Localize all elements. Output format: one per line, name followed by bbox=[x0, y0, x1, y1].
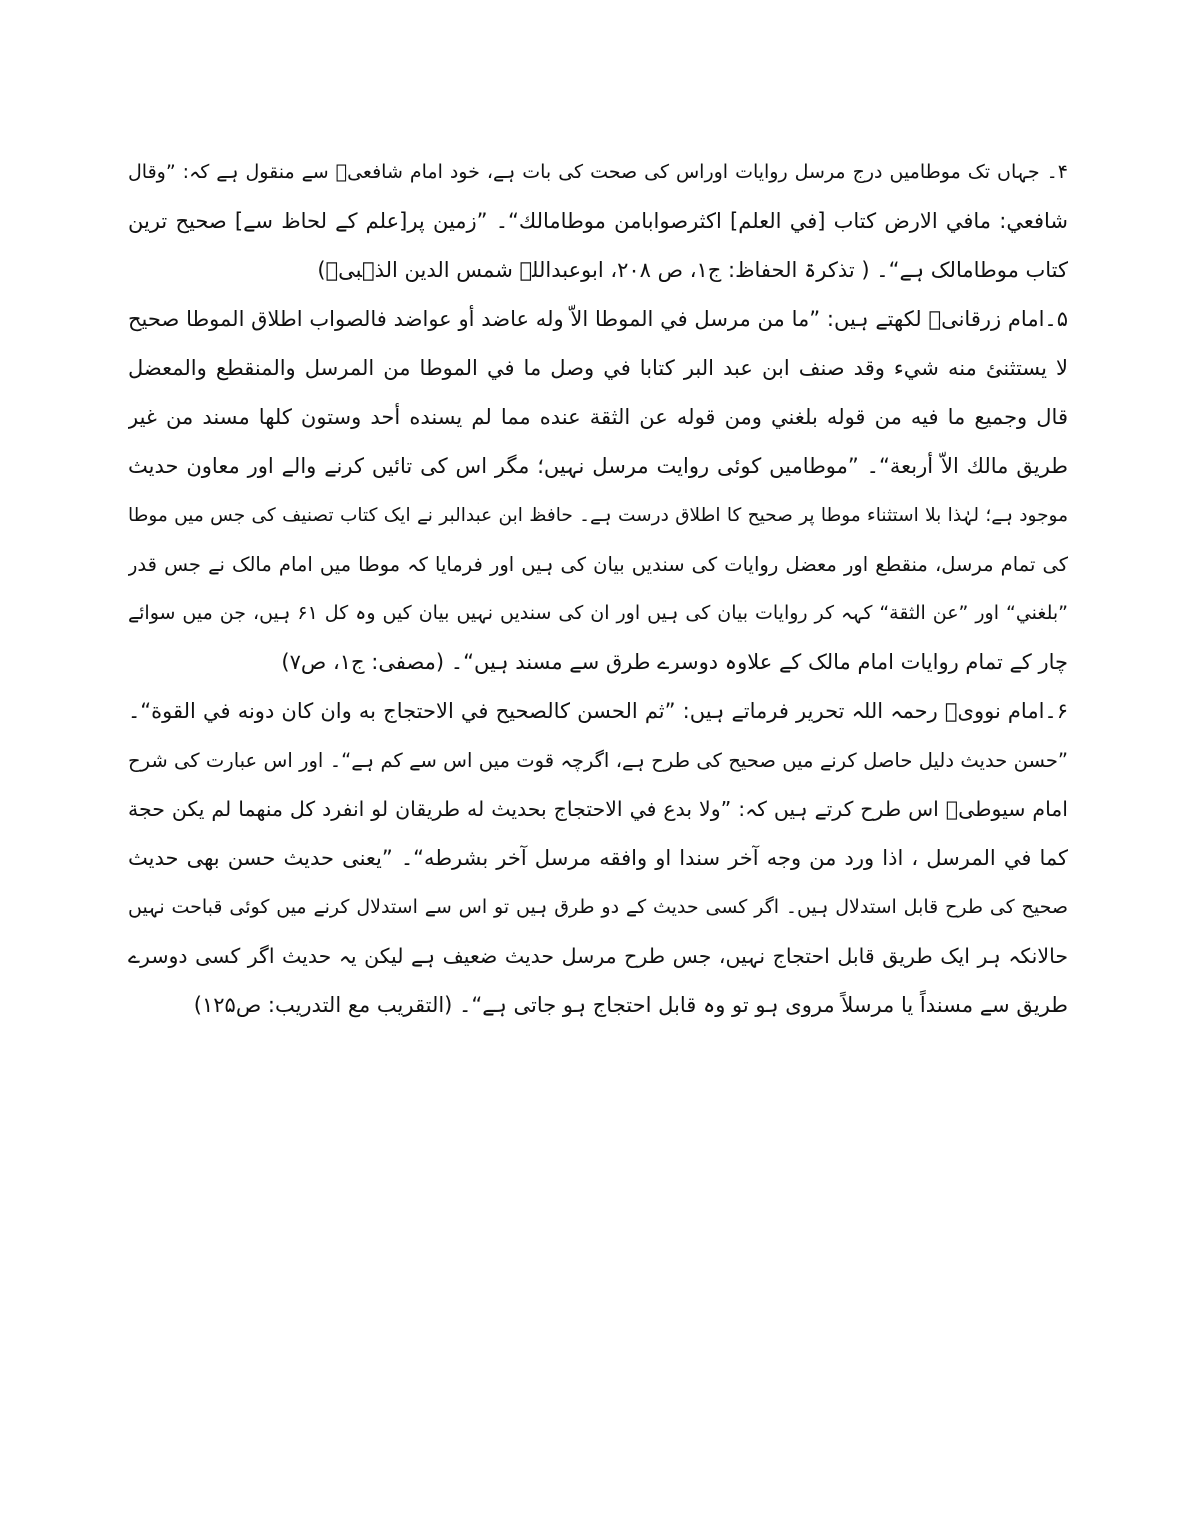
text-line: ۴۔ جہاں تک موطامیں درج مرسل روایات اوراس کی صحت کی بات ہے، خود امام شافعیؒ سے منقول ہے کہ: ”وقال bbox=[128, 161, 1068, 183]
text-line: ۶۔امام نوویؒ رحمہ اللہ تحریر فرماتے ہیں: ”ثم الحسن كالصحيح في الاحتجاج به وان كان دونه في القوة“۔ bbox=[128, 699, 1068, 723]
text-line: امام سیوطیؒ اس طرح کرتے ہیں کہ: ”ولا بدع في الاحتجاج بحديث له طريقان لو انفرد كل منهما لم يكن حجة bbox=[128, 797, 1068, 821]
document-text bbox=[128, 148, 1068, 1030]
paragraph-6 bbox=[128, 687, 1068, 1030]
text-line: موجود ہے؛ لہٰذا بلا استثناء موطا پر صحیح کا اطلاق درست ہے۔ حافظ ابن عبدالبر نے ایک کتاب تصنیف کی جس میں موطا bbox=[128, 505, 1068, 526]
text-line: ”حسن حدیث دلیل حاصل کرنے میں صحیح کی طرح ہے، اگرچہ قوت میں اس سے کم ہے“۔ اور اس عبارت کی شرح bbox=[128, 749, 1068, 772]
text-line: طریق سے مسنداً یا مرسلاً مروی ہو تو وہ قابل احتجاج ہو جاتی ہے“۔ (التقریب مع التدریب: ص۱۲۵) bbox=[193, 993, 1068, 1017]
text-line: كما في المرسل ، اذا ورد من وجه آخر سندا او وافقه مرسل آخر بشرطه“۔ ”یعنی حدیث حسن بھی حدیث bbox=[128, 846, 1068, 870]
text-line: قال وجميع ما فيه من قوله بلغني ومن قوله عن الثقة عنده مما لم يسنده أحد وستون كلها مسند من غير bbox=[128, 405, 1068, 429]
text-line: ”بلغني“ اور ”عن الثقة“ کہہ کر روایات بیان کی ہیں اور ان کی سندیں نہیں بیان کیں وہ کل ۶۱ ہیں، جن میں سوائے bbox=[128, 602, 1068, 624]
text-line: ۵۔امام زرقانیؒ لکھتے ہیں: ”ما من مرسل في الموطا الاّ وله عاضد أو عواضد فالصواب اطلاق الموطا صحيح bbox=[128, 307, 1068, 331]
text-line: صحیح کی طرح قابل استدلال ہیں۔ اگر کسی حدیث کے دو طرق ہیں تو اس سے استدلال کرنے میں کوئی قباحت نہیں bbox=[128, 896, 1068, 918]
text-line: کتاب موطامالک ہے“۔ ( تذکرۃ الحفاظ: ج۱، ص ۲۰۸، ابوعبداللہ شمس الدین الذہبیؒ) bbox=[317, 258, 1068, 282]
paragraph-5 bbox=[128, 295, 1068, 687]
text-line: لا يستثنئ منه شيء وقد صنف ابن عبد البر كتابا في وصل ما في الموطا من المرسل والمنقطع والمعضل bbox=[128, 356, 1068, 380]
text-line: طريق مالك الاّ أربعة“۔ ”موطامیں کوئی روایت مرسل نہیں؛ مگر اس کی تائیں کرنے والے اور معاون حدیث bbox=[128, 454, 1068, 478]
text-line: شافعي: مافي الارض كتاب [في العلم] اكثرصوابامن موطامالك“۔ ”زمین پر[علم کے لحاظ سے] صحیح ترین bbox=[128, 209, 1068, 233]
text-line: کی تمام مرسل، منقطع اور معضل روایات کی سندیں بیان کی ہیں اور فرمایا کہ موطا میں امام مالک نے جس قدر bbox=[128, 553, 1068, 576]
text-line: چار کے تمام روایات امام مالک کے علاوہ دوسرے طرق سے مسند ہیں“۔ (مصفی: ج۱، ص۷) bbox=[281, 650, 1068, 674]
text-line: حالانکہ ہر ایک طریق قابل احتجاج نہیں، جس طرح مرسل حدیث ضعیف ہے لیکن یہ حدیث اگر کسی دوسرے bbox=[128, 944, 1068, 968]
paragraph-4 bbox=[128, 148, 1068, 295]
